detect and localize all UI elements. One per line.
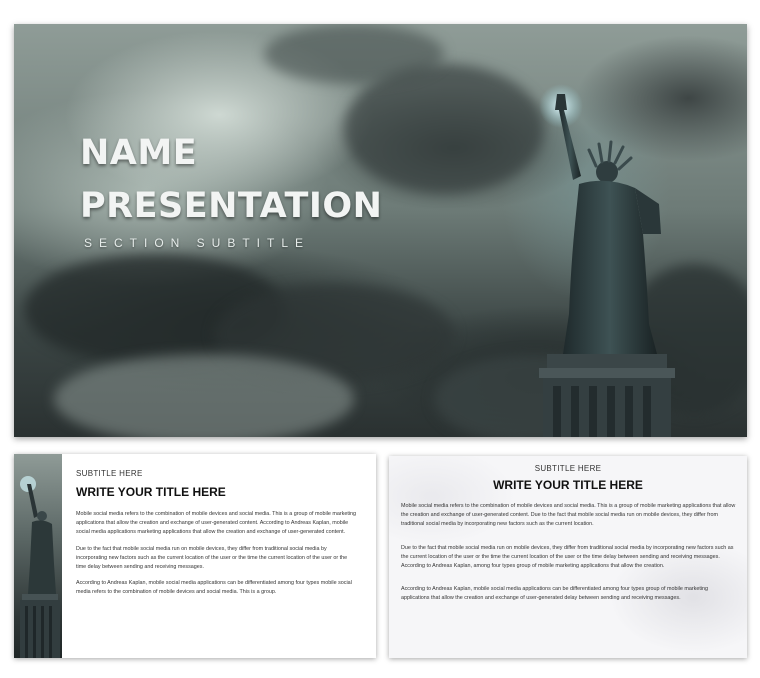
body-paragraph: According to Andreas Kaplan, mobile social media applications can be differentiated among four types mobile social media refers to the combination of mobile devices and social media. This is a group. (76, 580, 352, 596)
section-subtitle[interactable]: SECTION SUBTITLE (84, 236, 311, 250)
body-paragraph: According to Andreas Kaplan, mobile social media applications can be differentiated among four types group of mobile marketing applications that allow the creation and exchange of user-generated delay between sending and receiving messages. (401, 586, 709, 602)
cloud-shape (344, 64, 544, 194)
content-slide-right[interactable] (389, 456, 747, 658)
title-slide[interactable] (14, 24, 747, 437)
cloud-shape (264, 24, 444, 84)
presentation-title-line2[interactable]: PRESENTATION (80, 186, 383, 226)
slide-subtitle[interactable]: SUBTITLE HERE (76, 469, 143, 478)
statue-of-liberty-illustration (519, 84, 689, 437)
content-slide-left[interactable] (14, 454, 376, 658)
slide-body-text[interactable] (76, 510, 358, 605)
cloud-shape (54, 354, 354, 437)
slide-title[interactable]: WRITE YOUR TITLE HERE (76, 485, 226, 499)
slide-body-text[interactable] (401, 502, 737, 611)
presentation-title-line1[interactable]: NAME (80, 133, 198, 173)
statue-thumbnail-icon (14, 454, 62, 658)
statue-image-strip (14, 454, 62, 658)
slide-subtitle[interactable]: SUBTITLE HERE (534, 464, 602, 473)
body-paragraph: Due to the fact that mobile social media run on mobile devices, they differ from traditional social media by incorporating new factors such as the current location of the user or the time the current location of the user or the time delay between sending and receiving messages. According to Andreas Kaplan, among four types group of mobile marketing applications that allow the creation. (401, 544, 734, 570)
body-paragraph: Mobile social media refers to the combination of mobile devices and social media. This is a group of mobile marketing applications that allow the creation and exchange of user-generated content. Due to the fact that mobile social media run on mobile devices, they differ from traditional social media by incorporating new factors such as the current location. (401, 503, 736, 528)
body-paragraph: Due to the fact that mobile social media run on mobile devices, they differ from traditional social media by incorporating new factors such as the current location of the user or the time the current location of the user or the time delay between sending and receiving messages. (76, 545, 348, 571)
body-paragraph: Mobile social media refers to the combination of mobile devices and social media. This is a group of mobile marketing applications that allow the creation and exchange of user-generated content. According to Andreas Kaplan, mobile social media applications marketing applications that allow the creation and exchange of user-generated content. (76, 511, 357, 536)
slide-title[interactable]: WRITE YOUR TITLE HERE (493, 478, 643, 492)
